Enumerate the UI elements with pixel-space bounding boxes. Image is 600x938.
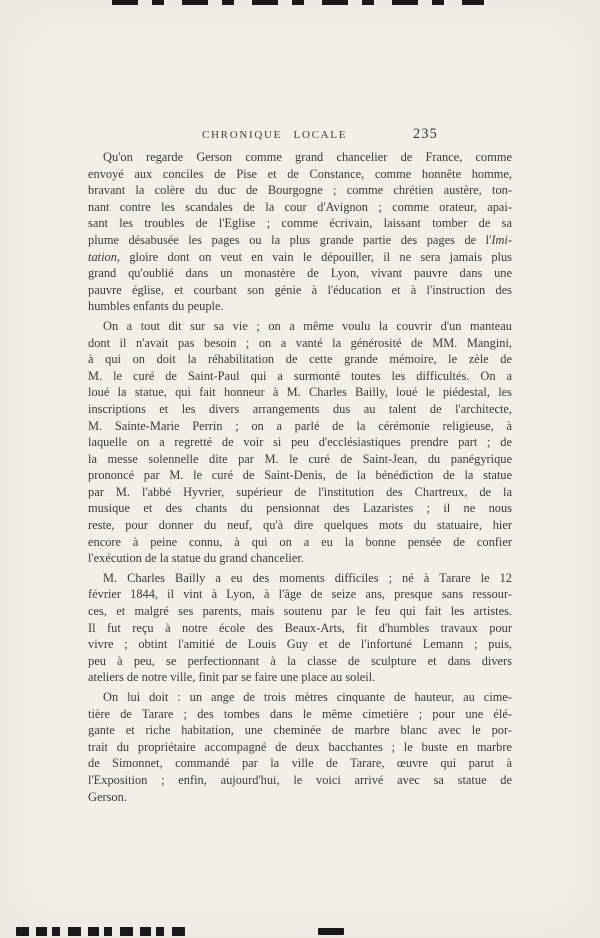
page-number: 235	[413, 126, 438, 142]
text-line: l'Exposition ; enfin, aujourd'hui, le voici arrivé avec sa statue de	[88, 772, 512, 787]
text-line: février 1844, il vint à Lyon, à l'âge de seize ans, presque sans ressour-	[88, 587, 512, 602]
text-line: grand qu'oublié dans un monastère de Lyon, vivant pauvre dans une	[88, 266, 512, 281]
text-line: dont il n'avait pas besoin ; on a vanté la générosité de MM. Mangini,	[88, 335, 512, 350]
text-line: On lui doit : un ange de trois mètres cinquante de hauteur, au cime-	[103, 690, 512, 704]
text-line: loué la statue, qui fait honneur à M. Charles Bailly, loué le piédestal, les	[88, 385, 512, 400]
text-line: peu à peu, se perfectionnant à la classe de sculpture et dans divers	[88, 653, 512, 668]
text-line: de Simonnet, commandé par la ville de Tarare, œuvre qui parut à	[88, 756, 512, 771]
text-line: M. le curé de Saint-Paul qui a surmonté toutes les difficultés. On a	[88, 368, 512, 383]
text-line: M. Sainte-Marie Perrin ; on a parlé de la cérémonie religieuse, à	[88, 418, 512, 433]
text-line: sant les troubles de l'Eglise ; comme écrivain, laissant tomber de sa	[88, 216, 512, 231]
paragraph	[88, 570, 512, 686]
text-line: inscriptions et les divers arrangements dus au talent de l'architecte,	[88, 401, 512, 416]
text-line: bravant la colère du duc de Bourgogne ; comme chrétien austère, ton-	[88, 183, 512, 198]
text-line: envoyé aux conciles de Pise et de Constance, comme honnête homme,	[88, 166, 512, 181]
text-line: ces, et malgré ses parents, mais soutenu par le feu qui fait les artistes.	[88, 604, 512, 619]
paragraph	[88, 689, 512, 805]
text-line: à qui on doit la réhabilitation de cette grande mémoire, le zèle de	[88, 352, 512, 367]
text-line: Gerson.	[88, 789, 127, 804]
text-line: laquelle on a regretté de voir si peu d'ecclésiastiques prendre part ; de	[88, 435, 512, 450]
text-line: M. Charles Bailly a eu des moments difficiles ; né à Tarare le 12	[103, 570, 512, 585]
text-line: ateliers de notre ville, finit par se faire une place au soleil.	[88, 670, 376, 685]
text-line: On a tout dit sur sa vie ; on a même voulu la couvrir d'un manteau	[103, 318, 512, 333]
scan-artifact-bottom-left	[16, 927, 186, 936]
text-line: pauvre église, et courbant son génie à l'éducation et à l'instruction des	[88, 282, 512, 297]
text-line: Il fut reçu à notre école des Beaux-Arts, fit d'humbles travaux pour	[88, 620, 512, 635]
text-line: prononcé par M. le curé de Saint-Denis, de la bénédiction de la statue	[88, 468, 512, 483]
text-line: vivre ; obtint l'amitié de Louis Guy et de l'infortuné Lemann ; puis,	[88, 637, 512, 652]
text-line: par M. l'abbé Hyvrier, supérieur de l'institution des Chartreux, de la	[88, 484, 512, 499]
text-line: musique et des chants du pensionnat des Lazaristes ; il ne nous	[88, 501, 512, 516]
text-line: encore à peine connu, à qui on a eu la bonne pensée de confier	[88, 534, 512, 549]
page-header	[88, 126, 512, 146]
paragraph	[88, 149, 512, 315]
text-line: nant contre les scandales de la cour d'Avignon ; comme orateur, apai-	[88, 199, 512, 214]
text-line: la messe solennelle dite par M. le curé de Saint-Jean, du panégyrique	[88, 451, 512, 466]
text-line: humbles enfants du peuple.	[88, 299, 224, 314]
page-body	[88, 149, 512, 808]
running-title: CHRONIQUE LOCALE	[202, 129, 348, 141]
text-line: tière de Tarare ; des tombes dans le même cimetière ; pour une élé-	[88, 706, 512, 721]
scan-artifact-bottom-mid	[318, 928, 344, 935]
paragraph	[88, 318, 512, 567]
text-line: trait du propriétaire accompagné de deux bacchantes ; le buste en marbre	[88, 739, 512, 754]
scan-artifact-top-edge	[112, 0, 484, 5]
text-line: l'exécution de la statue du grand chancelier.	[88, 551, 304, 566]
text-line: tation, gloire dont on veut en vain le dépouiller, il ne sera jamais plus	[88, 249, 512, 264]
text-line: reste, pour donner du neuf, qu'à dire quelques mots du statuaire, hier	[88, 518, 512, 533]
text-line: plume désabusée les pages ou la plus grande partie des pages de l'Imi-	[88, 232, 512, 247]
text-line: Qu'on regarde Gerson comme grand chancelier de France, comme	[103, 150, 512, 164]
text-line: gante et riche habitation, une cheminée de marbre blanc avec le por-	[88, 723, 512, 738]
